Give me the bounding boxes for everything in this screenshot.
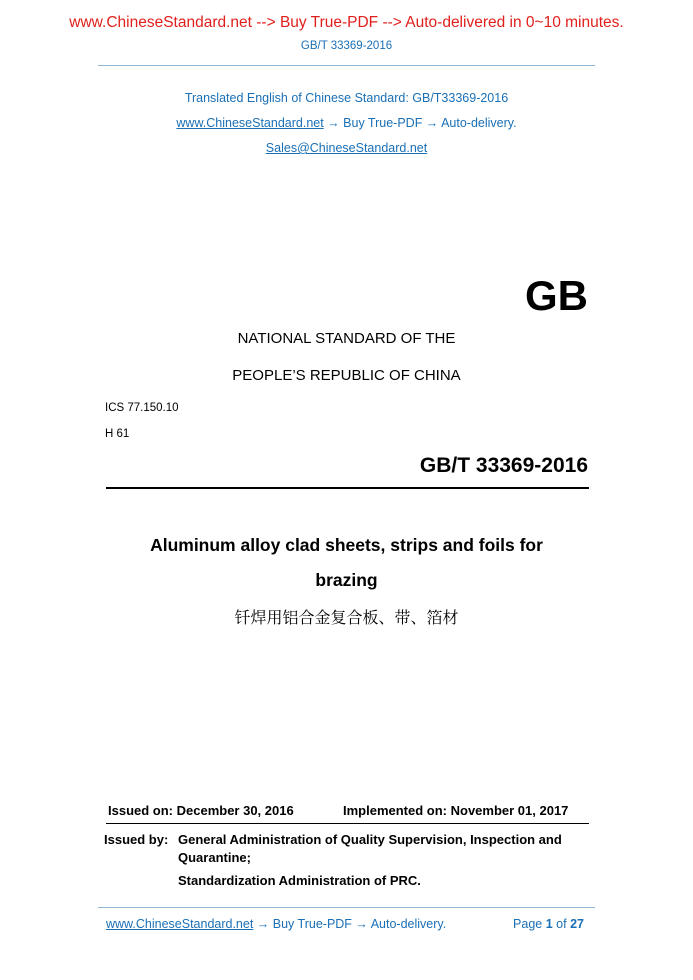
translation-note: Translated English of Chinese Standard: GB/T33369-2016: [184, 91, 509, 105]
footer-buy-text: → Buy True-PDF → Auto-delivery.: [253, 917, 447, 931]
title-rule: [106, 487, 589, 489]
buy-text: → Buy True-PDF → Auto-delivery.: [323, 116, 517, 130]
implemented-date: Implemented on: November 01, 2017: [343, 803, 569, 818]
footer-divider: [98, 907, 595, 908]
page-indicator: [513, 917, 584, 931]
header-divider: [98, 65, 595, 66]
dates-rule: [106, 823, 589, 824]
doc-title-line-2: brazing: [315, 570, 378, 590]
doc-title-line-1: Aluminum alloy clad sheets, strips and foils for: [150, 535, 543, 555]
page-total: 27: [570, 917, 584, 931]
page-label: Page: [513, 917, 543, 931]
issuer-line-3: Standardization Administration of PRC.: [178, 873, 421, 888]
issuer-line-1: General Administration of Quality Supervision, Inspection and: [178, 832, 562, 847]
header-code: GB/T 33369-2016: [300, 40, 393, 52]
issued-by-label: Issued by:: [104, 832, 169, 847]
of-label: of: [556, 917, 567, 931]
h-code: H 61: [105, 428, 130, 440]
national-line-2: PEOPLE’S REPUBLIC OF CHINA: [232, 367, 461, 384]
email-link[interactable]: Sales@ChineseStandard.net: [265, 141, 428, 155]
buy-line: [0, 116, 693, 130]
issued-date: Issued on: December 30, 2016: [108, 803, 294, 818]
site-link[interactable]: www.ChineseStandard.net: [176, 116, 324, 130]
promo-banner[interactable]: www.ChineseStandard.net --> Buy True-PDF --> Auto-delivered in 0~10 minutes.: [69, 14, 624, 31]
standard-number: GB/T 33369-2016: [419, 454, 588, 477]
footer-buy-line: [106, 917, 446, 931]
doc-title-chinese: 钎焊用铝合金复合板、带、箔材: [234, 608, 459, 627]
email-line: [0, 141, 693, 155]
ics-code: ICS 77.150.10: [105, 402, 179, 414]
footer-site-link[interactable]: www.ChineseStandard.net: [106, 917, 254, 931]
gb-logo: GB: [525, 272, 588, 319]
issuer-line-2: Quarantine;: [178, 850, 251, 865]
page-number: 1: [545, 917, 553, 931]
national-line-1: NATIONAL STANDARD OF THE: [237, 330, 456, 347]
